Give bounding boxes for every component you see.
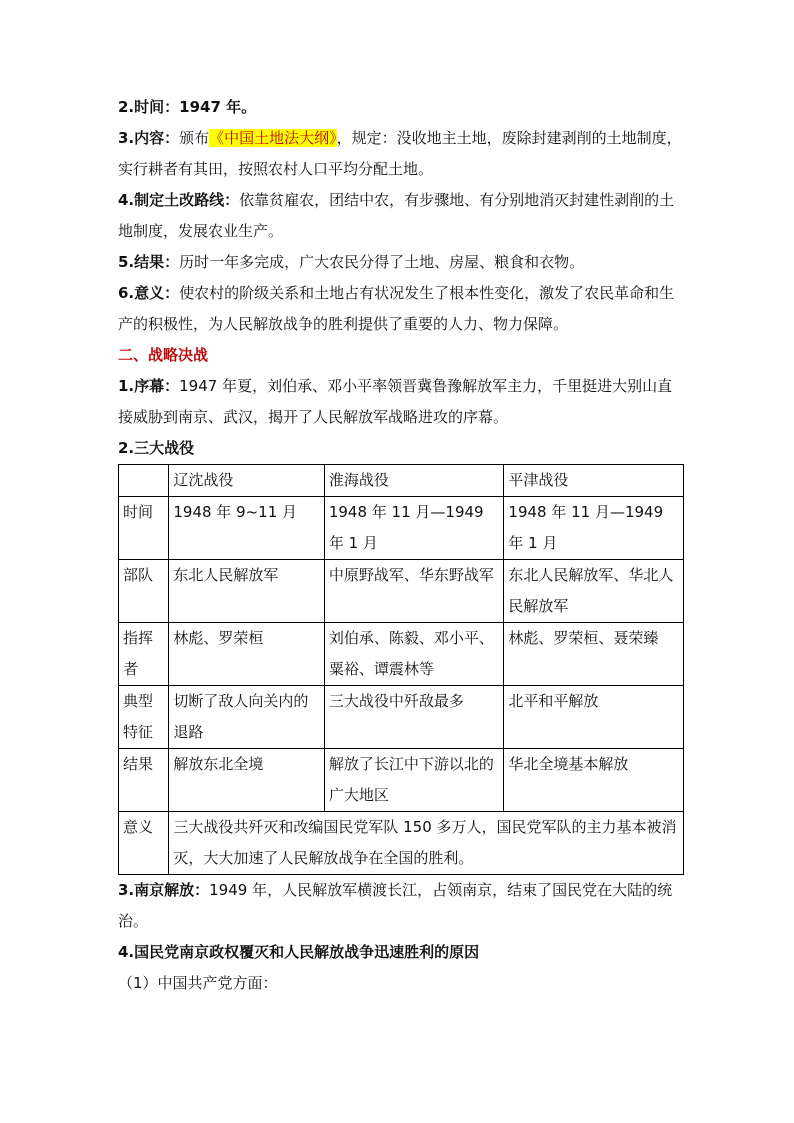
para-significance-label: 6.意义： — [118, 284, 180, 302]
table-cell: 林彪、罗荣桓、聂荣臻 — [504, 623, 684, 686]
para-result-label: 5.结果： — [118, 253, 180, 271]
para-significance-text: 使农村的阶级关系和土地占有状况发生了根本性变化，激发了农民革命和生产的积极性，为人民解放战争的胜利提供了重要的人力、物力保障。 — [118, 284, 675, 333]
table-header-row — [119, 465, 684, 497]
table-row-label: 时间 — [119, 497, 169, 560]
table-cell: 解放了长江中下游以北的广大地区 — [324, 749, 504, 812]
table-cell: 中原野战军、华东野战军 — [324, 560, 504, 623]
table-row-label: 典型特征 — [119, 686, 169, 749]
document-page — [118, 92, 684, 999]
table-cell: 解放东北全境 — [169, 749, 324, 812]
para-nanjing-label: 3.南京解放： — [118, 881, 210, 899]
table-cell: 华北全境基本解放 — [504, 749, 684, 812]
table-row-meaning — [119, 812, 684, 875]
para-significance — [118, 278, 684, 340]
table-row — [119, 623, 684, 686]
para-time: 2.时间：1947 年。 — [118, 98, 257, 116]
para-land-reform-line — [118, 185, 684, 247]
para-prelude-text: 1947 年夏，刘伯承、邓小平率领晋冀鲁豫解放军主力，千里挺进大别山直接威胁到南京、武汉，揭开了人民解放军战略进攻的序幕。 — [118, 377, 673, 426]
para-nanjing-text: 1949 年，人民解放军横渡长江，占领南京，结束了国民党在大陆的统治。 — [118, 881, 673, 930]
para-result-text: 历时一年多完成，广大农民分得了土地、房屋、粮食和衣物。 — [179, 253, 585, 271]
table-row-label: 指挥者 — [119, 623, 169, 686]
table-cell: 1948 年 11 月—1949 年 1 月 — [324, 497, 504, 560]
table-cell: 北平和平解放 — [504, 686, 684, 749]
table-cell: 切断了敌人向关内的退路 — [169, 686, 324, 749]
table-row — [119, 497, 684, 560]
para-land-reform-label: 4.制定土改路线： — [118, 191, 240, 209]
reasons-title: 4.国民党南京政权覆灭和人民解放战争迅速胜利的原因 — [118, 943, 480, 961]
para-content — [118, 123, 684, 185]
table-row — [119, 560, 684, 623]
table-cell: 东北人民解放军 — [169, 560, 324, 623]
para-land-reform-text: 依靠贫雇农，团结中农，有步骤地、有分别地消灭封建性剥削的土地制度，发展农业生产。 — [118, 191, 675, 240]
para-content-label: 3.内容： — [118, 129, 180, 147]
para-nanjing-liberation — [118, 875, 684, 937]
table-cell: 三大战役中歼敌最多 — [324, 686, 504, 749]
para-content-pre: 颁布 — [179, 129, 210, 147]
para-result — [118, 247, 684, 278]
table-cell: 1948 年 9~11 月 — [169, 497, 324, 560]
table-cell: 刘伯承、陈毅、邓小平、粟裕、谭震林等 — [324, 623, 504, 686]
three-battles-table — [118, 464, 684, 875]
table-header-cell: 辽沈战役 — [169, 465, 324, 497]
table-header-cell — [119, 465, 169, 497]
table-cell: 1948 年 11 月—1949 年 1 月 — [504, 497, 684, 560]
section-title-strategic-battles: 二、战略决战 — [118, 346, 209, 364]
table-row — [119, 686, 684, 749]
table-row-label: 结果 — [119, 749, 169, 812]
table-header-cell: 淮海战役 — [324, 465, 504, 497]
para-prelude-label: 1.序幕： — [118, 377, 180, 395]
table-cell: 东北人民解放军、华北人民解放军 — [504, 560, 684, 623]
reasons-subheading: （1）中国共产党方面： — [118, 974, 278, 992]
three-battles-title: 2.三大战役 — [118, 439, 195, 457]
land-law-highlight: 《中国土地法大纲》 — [209, 129, 337, 147]
para-content-rest: ，规定：没收地主土地，废除封建剥削的土地制度，实行耕者有其田，按照农村人口平均分配土地。 — [118, 129, 682, 178]
table-cell: 林彪、罗荣桓 — [169, 623, 324, 686]
table-row — [119, 749, 684, 812]
table-header-cell: 平津战役 — [504, 465, 684, 497]
table-row-label: 部队 — [119, 560, 169, 623]
table-row-label: 意义 — [119, 812, 169, 875]
table-meaning-cell: 三大战役共歼灭和改编国民党军队 150 多万人，国民党军队的主力基本被消灭，大大加速了人民解放战争在全国的胜利。 — [169, 812, 684, 875]
para-prelude — [118, 371, 684, 433]
